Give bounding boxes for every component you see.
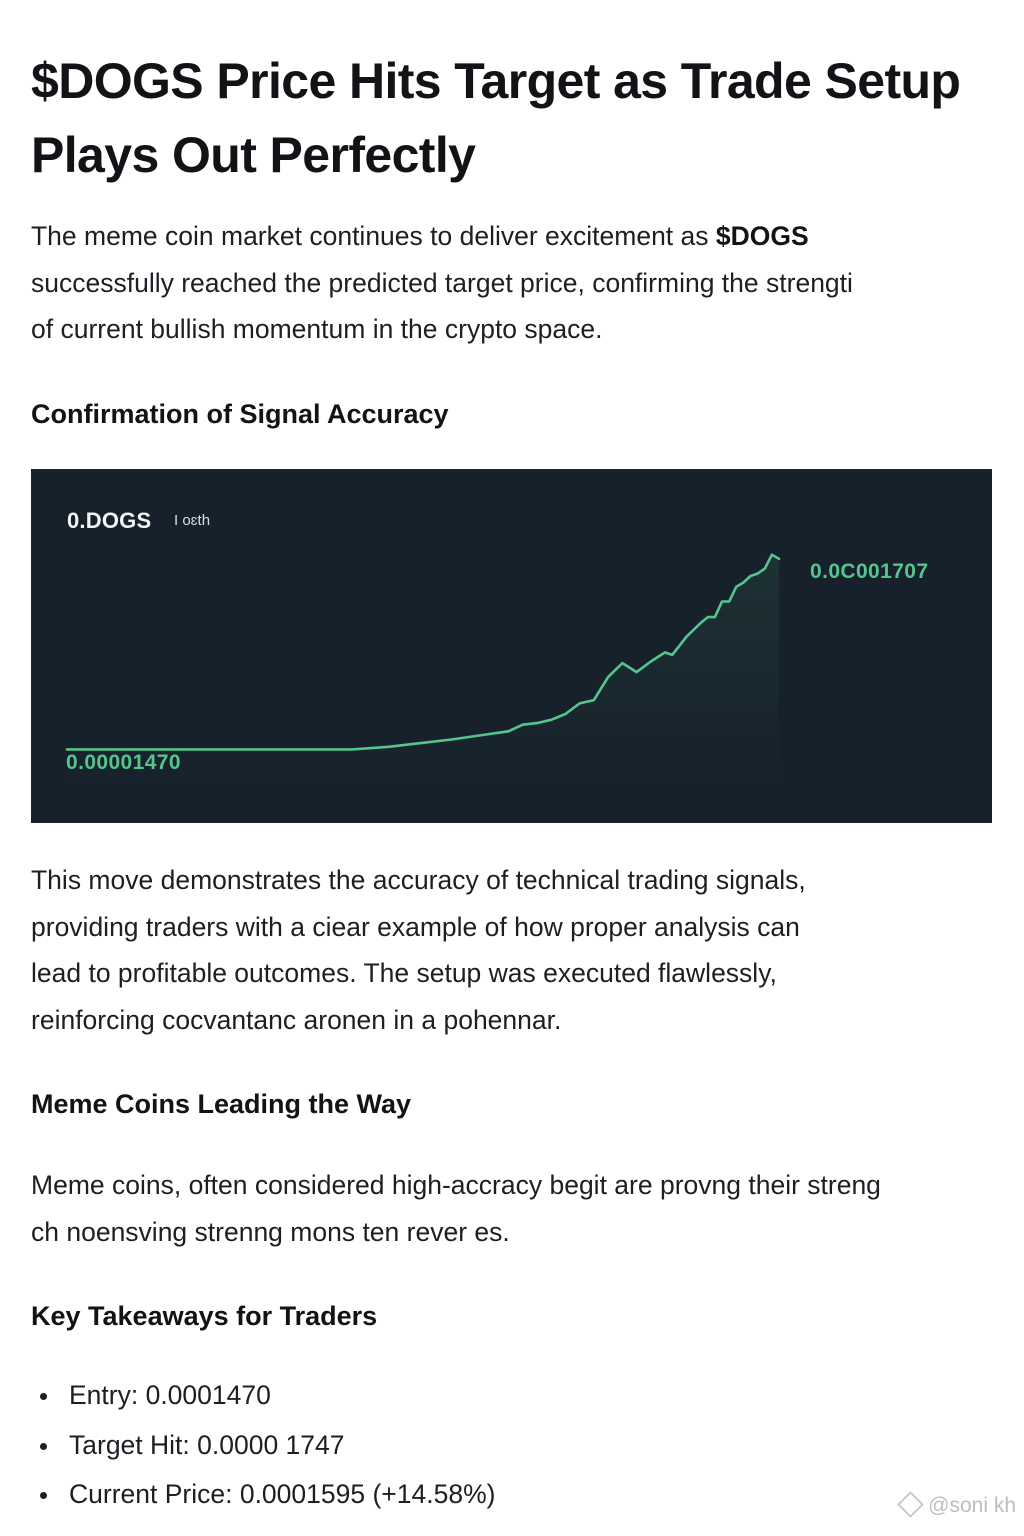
analysis-paragraph	[31, 857, 806, 1043]
chart-subtitle: I oɛth	[174, 512, 211, 529]
bullet-icon	[40, 1443, 47, 1450]
analysis-line-3: lead to profitable outcomes. The setup was executed flawlessly,	[31, 958, 777, 988]
price-chart	[31, 469, 992, 823]
intro-paragraph	[31, 213, 853, 353]
chart-end-price-label: 0.0C001707	[810, 560, 929, 583]
section-heading-key-takeaways: Key Takeaways for Traders	[31, 1301, 378, 1331]
takeaway-entry: Entry: 0.0001470	[69, 1380, 271, 1410]
takeaway-current-price: Current Price: 0.0001595 (+14.58%)	[69, 1479, 496, 1509]
section-heading-meme-coins: Meme Coins Leading the Way	[31, 1089, 412, 1119]
watermark	[901, 1494, 1016, 1518]
takeaways-list	[31, 1371, 495, 1520]
section-heading-signal-accuracy: Confirmation of Signal Accuracy	[31, 399, 449, 429]
analysis-line-1: This move demonstrates the accuracy of technical trading signals,	[31, 865, 806, 895]
analysis-line-2: providing traders with a ciear example of how proper analysis can	[31, 911, 800, 942]
watermark-text: @soni kh	[928, 1494, 1016, 1517]
chart-title: 0.DOGS	[67, 508, 152, 533]
analysis-line-4: reinforcing cocvantanc aronen in a pohennar.	[31, 1004, 562, 1035]
meme-coins-line-1: Meme coins, often considered high-accracy begit are provng their streng	[31, 1170, 881, 1200]
watermark-logo-icon	[897, 1491, 924, 1518]
intro-text: The meme coin market continues to deliver excitement as	[31, 221, 716, 251]
intro-ticker: $DOGS	[715, 221, 809, 251]
bullet-icon	[40, 1492, 47, 1499]
intro-line-3: of current bullish momentum in the crypto space.	[31, 314, 603, 344]
takeaway-target: Target Hit: 0.0000 1747	[69, 1429, 345, 1460]
chart-start-price-label: 0.00001470	[66, 751, 181, 774]
meme-coins-paragraph	[31, 1162, 881, 1255]
bullet-icon	[40, 1393, 47, 1400]
meme-coins-line-2: ch noensving strenng mons ten rever es.	[31, 1216, 510, 1247]
intro-line-1	[31, 213, 853, 260]
article-title: $DOGS Price Hits Target as Trade Setup Plays Out Perfectly	[31, 53, 961, 183]
list-item	[31, 1470, 495, 1520]
list-item	[31, 1421, 495, 1471]
intro-line-2: successfully reached the predicted target price, confirming the strengti	[31, 267, 853, 298]
list-item	[31, 1371, 495, 1421]
